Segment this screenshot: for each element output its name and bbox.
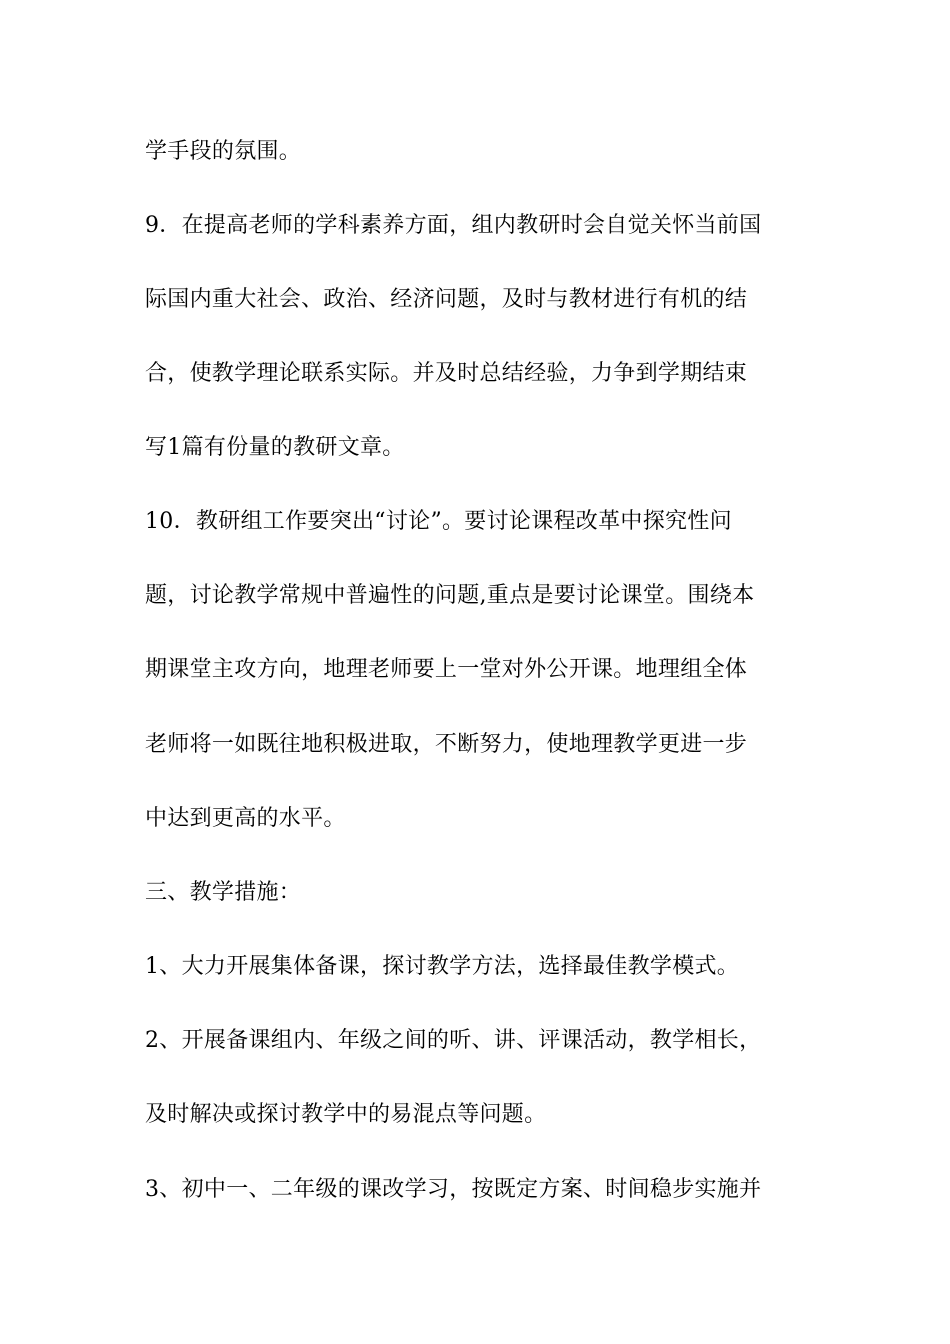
text-line: 期课堂主攻方向，地理老师要上一堂对外公开课。地理组全体 [145,657,748,682]
section-heading: 三、教学措施： [145,880,302,905]
text-line: 9．在提高老师的学科素养方面，组内教研时会自觉关怀当前国 [145,213,762,238]
text-line: 2、开展备课组内、年级之间的听、讲、评课活动，教学相长， [145,1028,762,1053]
text-line: 及时解决或探讨教学中的易混点等问题。 [145,1102,547,1127]
text-line: 际国内重大社会、政治、经济问题，及时与教材进行有机的结 [145,287,748,312]
text-line: 题，讨论教学常规中普遍性的问题,重点是要讨论课堂。围绕本 [145,583,755,608]
text-line: 1、大力开展集体备课，探讨教学方法，选择最佳教学模式。 [145,954,740,979]
text-line: 写1篇有份量的教研文章。 [145,435,405,460]
text-line: 学手段的氛围。 [145,139,302,164]
text-line: 3、初中一、二年级的课改学习，按既定方案、时间稳步实施并 [145,1177,762,1202]
text-line: 合，使教学理论联系实际。并及时总结经验，力争到学期结束 [145,361,748,386]
text-line: 10．教研组工作要突出“讨论”。要讨论课程改革中探究性问 [145,509,732,534]
text-line: 中达到更高的水平。 [145,806,346,831]
text-line: 老师将一如既往地积极进取，不断努力，使地理教学更进一步 [145,732,748,757]
